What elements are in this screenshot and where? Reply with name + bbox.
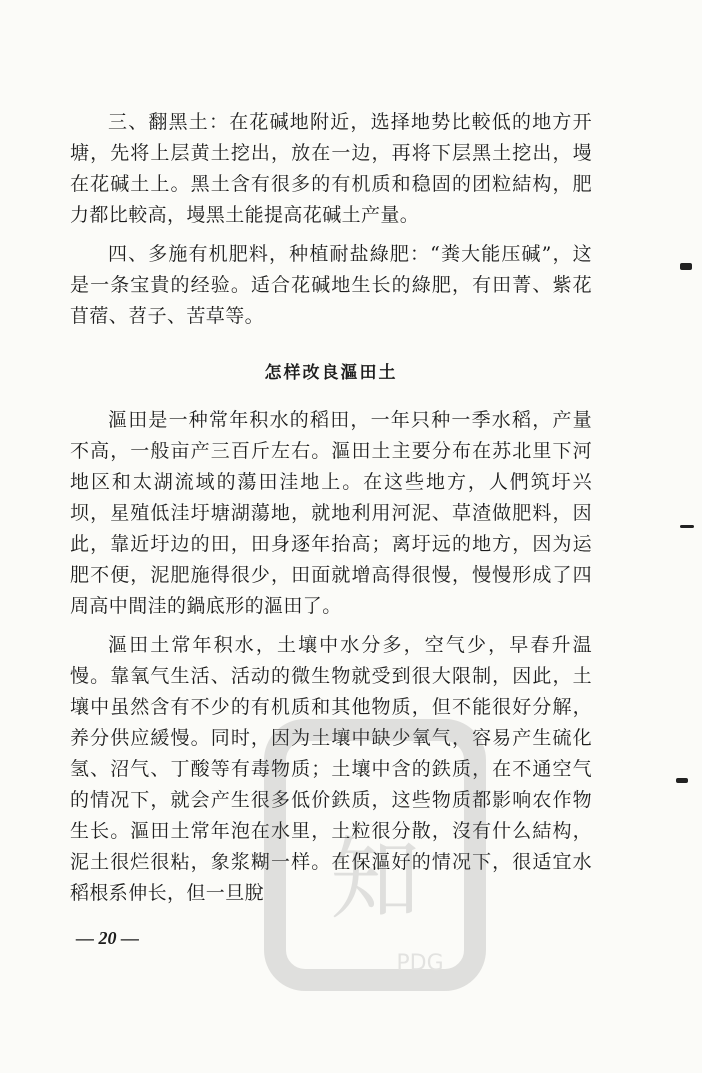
paragraph-outian-definition: 漚田是一种常年积水的稻田，一年只种一季水稻，产量不高，一般亩产三百斤左右。漚田土主要分布在苏北里下河地区和太湖流域的蕩田洼地上。在这些地方，人們筑圩兴坝，星殖低洼圩塘湖蕩地，就地利用河泥、草渣做肥料，因此，靠近圩边的田，田身逐年抬高；离圩远的地方，因为运肥不便，泥肥施得很少，田面就增高得很慢，慢慢形成了四周高中間洼的鍋底形的漚田了。 [70, 409, 592, 617]
body-text [70, 107, 592, 909]
paragraph-outian-properties: 漚田土常年积水，土壤中水分多，空气少，早春升温慢。靠氧气生活、活动的微生物就受到很大限制，因此，土壤中虽然含有不少的有机质和其他物质，但不能很好分解，养分供应緩慢。同时，因为土壤中缺少氧气，容易产生硫化氢、沼气、丁酸等有毒物质；土壤中含的鉄质，在不通空气的情况下，就会产生很多低价鉄质，这些物质都影响农作物生长。漚田土常年泡在水里，土粒很分散，沒有什么結构，泥土很烂很粘，象浆糊一样。在保漚好的情况下，很适宜水稻根系伸长，但一旦脫 [70, 634, 592, 904]
svg-text:PDG: PDG [396, 951, 444, 976]
section-heading: 怎样改良漚田土 [264, 363, 398, 383]
paragraph-organic-fertilizer: 四、多施有机肥料，种植耐盐綠肥：“粪大能压碱”，这是一条宝貴的经验。适合花碱地生长的綠肥，有田菁、紫花苜蓿、苕子、苦草等。 [70, 243, 592, 327]
scan-speck [680, 525, 694, 528]
scan-speck [680, 263, 692, 270]
svg-text:知: 知 [330, 827, 420, 932]
page-number: — 20 — [76, 928, 139, 948]
paragraph-turn-black-soil: 三、翻黑土：在花碱地附近，选择地势比較低的地方开塘，先将上层黄土挖出，放在一边，再将下层黑土挖出，墁在花碱土上。黑土含有很多的有机质和稳固的团粒結构，肥力都比較高，墁黑土能提高花碱土产量。 [70, 111, 592, 226]
scan-speck [676, 778, 688, 783]
